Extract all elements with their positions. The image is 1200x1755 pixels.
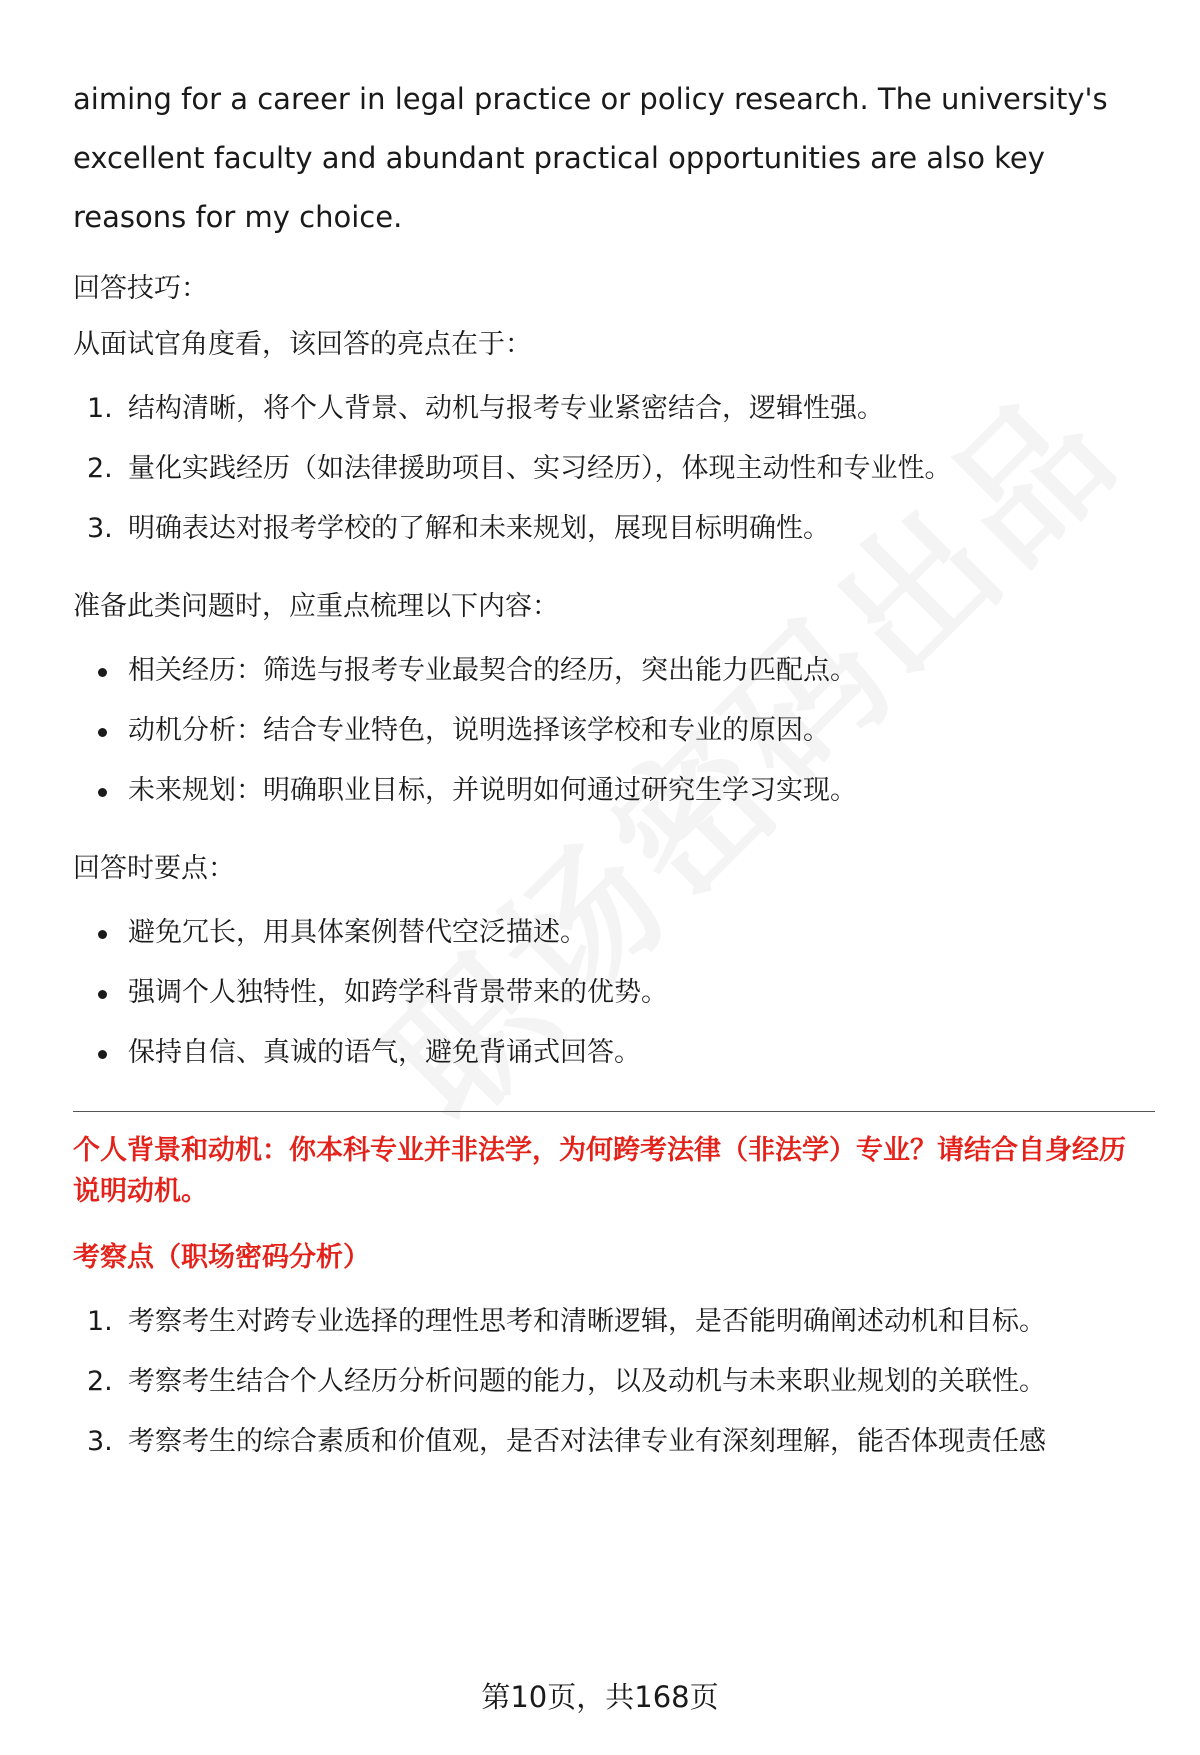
list-item (73, 975, 1138, 1011)
list-number: 1. (87, 393, 113, 424)
interviewer-view: 从面试官角度看，该回答的亮点在于： (73, 329, 532, 360)
assessment-label: 考察点（职场密码分析） (73, 1242, 370, 1273)
list-item (73, 451, 1138, 487)
list-item (73, 915, 1138, 951)
list-item-text: 强调个人独特性，如跨学科背景带来的优势。 (128, 977, 668, 1008)
list-item (73, 511, 1138, 547)
bullet-icon (98, 990, 107, 999)
bullet-icon (98, 930, 107, 939)
list-number: 2. (87, 1366, 113, 1397)
list-item-text: 结构清晰，将个人背景、动机与报考专业紧密结合，逻辑性强。 (128, 393, 884, 424)
list-item-text: 动机分析：结合专业特色，说明选择该学校和专业的原因。 (128, 715, 830, 746)
list-item (73, 1035, 1138, 1071)
list-item (73, 713, 1138, 749)
list-item-text: 量化实践经历（如法律援助项目、实习经历），体现主动性和专业性。 (128, 453, 952, 484)
list-item-text: 保持自信、真诚的语气，避免背诵式回答。 (128, 1037, 641, 1068)
list-item (73, 1364, 1138, 1400)
assessment-list (73, 1304, 1138, 1460)
list-item (73, 653, 1138, 689)
list-item-text: 明确表达对报考学校的了解和未来规划，展现目标明确性。 (128, 513, 830, 544)
list-number: 1. (87, 1306, 113, 1337)
list-number: 3. (87, 1426, 113, 1457)
page-footer: 第10页，共168页 (481, 1680, 719, 1714)
list-item (73, 1424, 1138, 1460)
intro-paragraph: aiming for a career in legal practice or policy research. The university's excellent faculty and abundant practical opportunities are also key reasons for my choice. (73, 82, 1108, 234)
list-number: 3. (87, 513, 113, 544)
tips-label: 回答技巧： (73, 273, 208, 304)
bullet-icon (98, 668, 107, 677)
prepare-list (73, 653, 1138, 809)
highlights-list (73, 391, 1138, 547)
list-item-text: 未来规划：明确职业目标，并说明如何通过研究生学习实现。 (128, 775, 857, 806)
bullet-icon (98, 728, 107, 737)
key-points-label: 回答时要点： (73, 853, 235, 884)
bullet-icon (98, 788, 107, 797)
list-item (73, 1304, 1138, 1340)
list-item-text: 避免冗长，用具体案例替代空泛描述。 (128, 917, 587, 948)
list-item (73, 391, 1138, 427)
list-item-text: 相关经历：筛选与报考专业最契合的经历，突出能力匹配点。 (128, 655, 857, 686)
list-item (73, 773, 1138, 809)
list-item-text: 考察考生的综合素质和价值观，是否对法律专业有深刻理解，能否体现责任感 (128, 1426, 1046, 1457)
list-item-text: 考察考生结合个人经历分析问题的能力，以及动机与未来职业规划的关联性。 (128, 1366, 1046, 1397)
key-points-list (73, 915, 1138, 1071)
list-item-text: 考察考生对跨专业选择的理性思考和清晰逻辑，是否能明确阐述动机和目标。 (128, 1306, 1046, 1337)
section-divider (73, 1111, 1155, 1112)
list-number: 2. (87, 453, 113, 484)
question-heading: 个人背景和动机：你本科专业并非法学，为何跨考法律（非法学）专业？请结合自身经历说明动机。 (73, 1135, 1126, 1207)
bullet-icon (98, 1050, 107, 1059)
prepare-label: 准备此类问题时，应重点梳理以下内容： (73, 591, 559, 622)
page-content (73, 70, 1138, 1460)
